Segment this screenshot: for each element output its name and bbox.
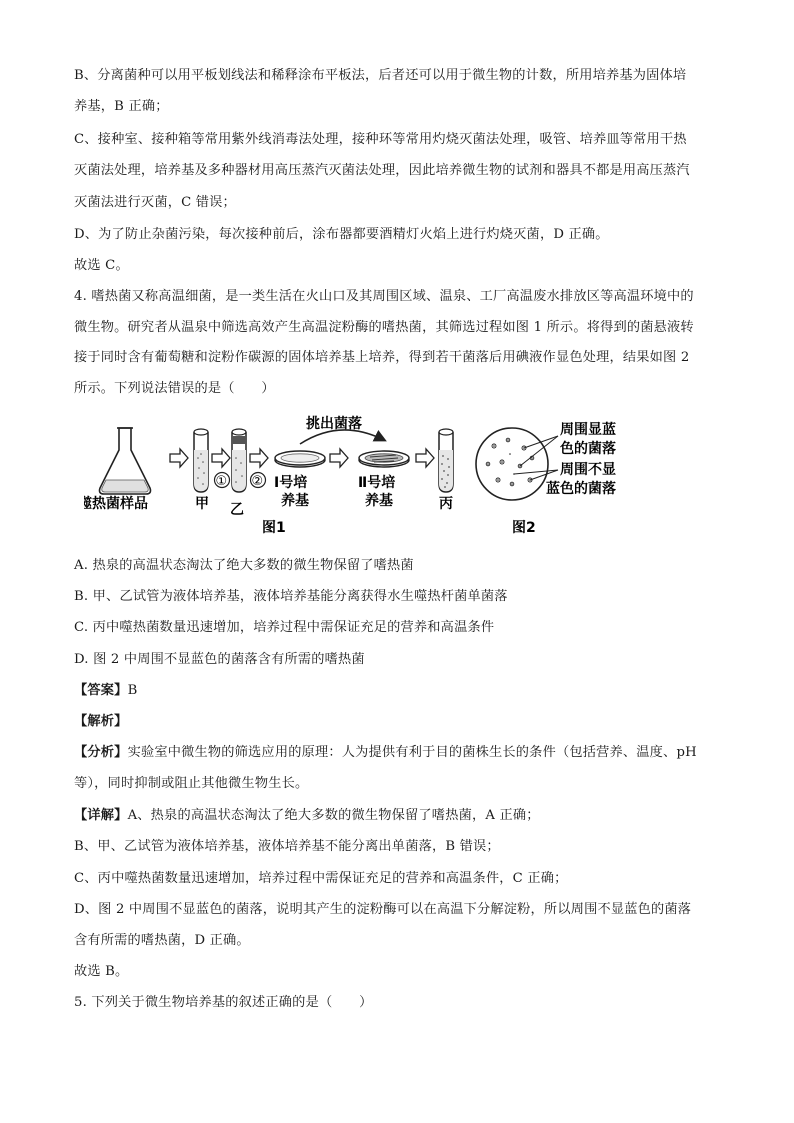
tube-label-jia: 甲: [195, 496, 209, 512]
text-line: 等），同时抑制或阻止其他微生物生长。: [74, 776, 309, 791]
pick-colony-label: 挑出菌落: [306, 416, 362, 432]
plate-2-label: Ⅱ号培: [358, 475, 396, 491]
text-line: 故选 C。: [74, 258, 129, 273]
text-line: B、甲、乙试管为液体培养基，液体培养基不能分离出单菌落，B 错误；: [74, 839, 500, 854]
text-line: 故选 B。: [74, 964, 129, 979]
step-2-label: ②: [251, 474, 264, 489]
text-line: 接于同时含有葡萄糖和淀粉作碳源的固体培养基上培养，得到若干菌落后用碘液作显色处理，结果如图 2: [74, 350, 690, 365]
answer-line: [74, 681, 724, 701]
blue-colony-label: 周围显蓝: [560, 422, 616, 438]
question-4-stem: 4. 嗜热菌又称高温细菌，是一类生活在火山口及其周围区域、温泉、工厂高温废水排放区等高温环境中的: [74, 289, 694, 304]
text-line: 所示。下列说法错误的是（ ）: [74, 381, 275, 396]
option-a: A. 热泉的高温状态淘汰了绝大多数的微生物保留了嗜热菌: [74, 558, 414, 573]
answer-value: B: [127, 683, 138, 698]
sample-label: 噬热菌样品: [84, 496, 148, 512]
flask-icon: [100, 428, 151, 494]
block-arrow-icon: [416, 449, 434, 467]
analysis-principle: [74, 743, 724, 763]
block-arrow-icon: [250, 449, 268, 467]
text-line: 微生物。研究者从温泉中筛选高效产生高温淀粉酶的嗜热菌，其筛选过程如图 1 所示。将得到的菌悬液转: [74, 320, 694, 335]
figure-1-caption: 图1: [262, 520, 286, 536]
answer-tag: 【答案】: [74, 683, 128, 698]
text-line: B、分离菌种可以用平板划线法和稀释涂布平板法，后者还可以用于微生物的计数，所用培养基为固体培: [74, 68, 687, 83]
tube-label-yi: 乙: [230, 502, 244, 518]
option-b: B. 甲、乙试管为液体培养基，液体培养基能分离获得水生噬热杆菌单菌落: [74, 589, 508, 604]
step-1-label: ①: [215, 474, 228, 489]
no-blue-colony-label: 周围不显: [560, 462, 616, 478]
plate-1-label: 养基: [281, 493, 309, 509]
fenxi-tag: 【分析】: [74, 745, 128, 760]
analysis-tag: 【解析】: [74, 714, 128, 729]
curved-arrow-icon: [300, 430, 384, 444]
test-tube-icon: [232, 429, 246, 492]
test-tube-icon: [439, 429, 453, 492]
text-line: 含有所需的嗜热菌，D 正确。: [74, 933, 250, 948]
block-arrow-icon: [170, 449, 188, 467]
fenxi-text: 实验室中微生物的筛选应用的原理：人为提供有利于目的菌株生长的条件（包括营养、温度、pH: [127, 745, 697, 760]
text-line: D、为了防止杂菌污染，每次接种前后，涂布器都要酒精灯火焰上进行灼烧灭菌，D 正确。: [74, 227, 609, 242]
block-arrow-icon: [330, 449, 348, 467]
petri-dish-icon: [359, 451, 409, 467]
xiangjie-text: A、热泉的高温状态淘汰了绝大多数的微生物保留了嗜热菌，A 正确；: [127, 808, 540, 823]
plate-1-label: Ⅰ号培: [274, 475, 308, 491]
text-line: 灭菌法处理，培养基及多种器材用高压蒸汽灭菌法处理，因此培养微生物的试剂和器具不都是用高压蒸汽: [74, 163, 690, 178]
text-line: C、丙中噬热菌数量迅速增加，培养过程中需保证充足的营养和高温条件，C 正确；: [74, 871, 568, 886]
figure-svg: [84, 410, 624, 542]
figure-2-caption: 图2: [512, 520, 536, 536]
petri-dish-icon: [275, 451, 325, 467]
experiment-figure: [84, 410, 624, 542]
option-d: D. 图 2 中周围不显蓝色的菌落含有所需的嗜热菌: [74, 652, 365, 667]
detail-explanation: [74, 806, 724, 826]
test-tube-icon: [194, 429, 208, 492]
blue-colony-label: 色的菌落: [560, 441, 616, 457]
block-arrow-icon: [212, 449, 230, 467]
text-line: D、图 2 中周围不显蓝色的菌落，说明其产生的淀粉酶可以在高温下分解淀粉，所以周围不显蓝色的菌落: [74, 902, 692, 917]
no-blue-colony-label: 蓝色的菌落: [546, 481, 616, 497]
question-5-stem: 5. 下列关于微生物培养基的叙述正确的是（ ）: [74, 995, 373, 1010]
text-line: 养基，B 正确；: [74, 99, 169, 114]
text-line: C、接种室、接种箱等常用紫外线消毒法处理，接种环等常用灼烧灭菌法处理，吸管、培养皿等常用干热: [74, 132, 687, 147]
plate-2-label: 养基: [365, 493, 393, 509]
option-c: C. 丙中噬热菌数量迅速增加，培养过程中需保证充足的营养和高温条件: [74, 620, 495, 635]
xiangjie-tag: 【详解】: [74, 808, 128, 823]
text-line: 灭菌法进行灭菌，C 错误；: [74, 195, 236, 210]
tube-label-bing: 丙: [439, 496, 453, 512]
